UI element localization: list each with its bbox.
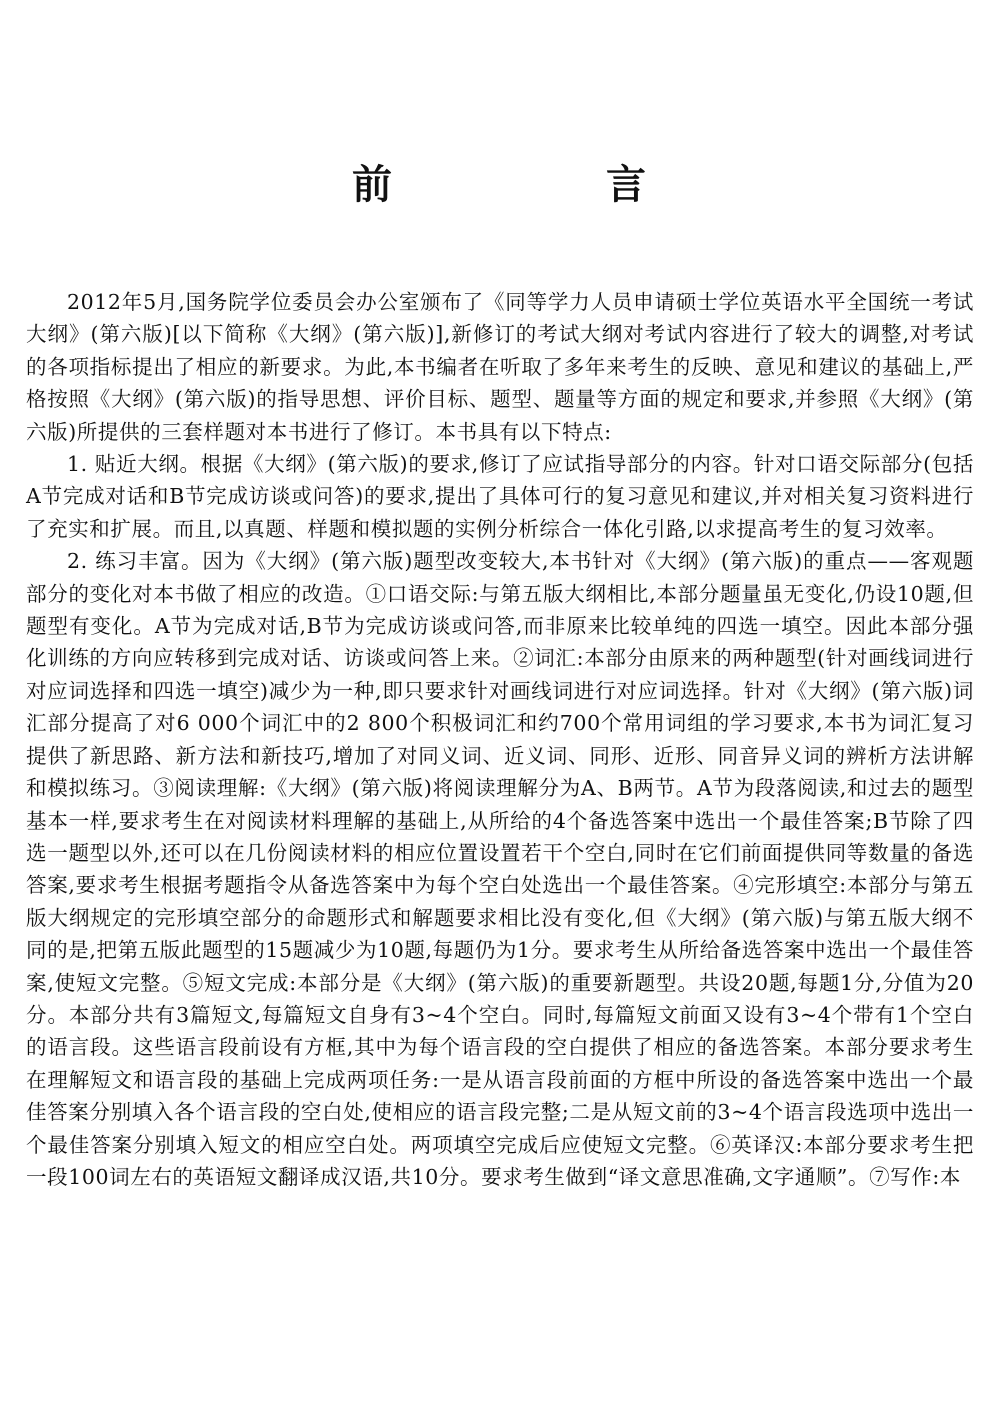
preface-body [26, 286, 974, 1193]
paragraph-point-1: 1. 贴近大纲。根据《大纲》(第六版)的要求,修订了应试指导部分的内容。针对口语交际部分(包括A节完成对话和B节完成访谈或问答)的要求,提出了具体可行的复习意见和建议,并对相关复习资料进行了充实和扩展。而且,以真题、样题和模拟题的实例分析综合一体化引路,以求提高考生的复习效率。 [26, 452, 974, 541]
paragraph-point-2: 2. 练习丰富。因为《大纲》(第六版)题型改变较大,本书针对《大纲》(第六版)的重点——客观题部分的变化对本书做了相应的改造。①口语交际:与第五版大纲相比,本部分题量虽无变化,仍设10题,但题型有变化。A节为完成对话,B节为完成访谈或问答,而非原来比较单纯的四选一填空。因此本部分强化训练的方向应转移到完成对话、访谈或问答上来。②词汇:本部分由原来的两种题型(针对画线词进行对应词选择和四选一填空)减少为一种,即只要求针对画线词进行对应词选择。针对《大纲》(第六版)词汇部分提高了对6 000个词汇中的2 800个积极词汇和约700个常用词组的学习要求,本书为词汇复习提供了新思路、新方法和新技巧,增加了对同义词、近义词、同形、近形、同音异义词的辨析方法讲解和模拟练习。③阅读理解:《大纲》(第六版)将阅读理解分为A、B两节。A节为段落阅读,和过去的题型基本一样,要求考生在对阅读材料理解的基础上,从所给的4个备选答案中选出一个最佳答案;B节除了四选一题型以外,还可以在几份阅读材料的相应位置设置若干个空白,同时在它们前面提供同等数量的备选答案,要求考生根据考题指令从备选答案中为每个空白处选出一个最佳答案。④完形填空:本部分与第五版大纲规定的完形填空部分的命题形式和解题要求相比没有变化,但《大纲》(第六版)与第五版大纲不同的是,把第五版此题型的15题减少为10题,每题仍为1分。要求考生从所给备选答案中选出一个最佳答案,使短文完整。⑤短文完成:本部分是《大纲》(第六版)的重要新题型。共设20题,每题1分,分值为20分。本部分共有3篇短文,每篇短文自身有3~4个空白。同时,每篇短文前面又设有3~4个带有1个空白的语言段。这些语言段前设有方框,其中为每个语言段的空白提供了相应的备选答案。本部分要求考生在理解短文和语言段的基础上完成两项任务:一是从语言段前面的方框中所设的备选答案中选出一个最佳答案分别填入各个语言段的空白处,使相应的语言段完整;二是从短文前的3~4个语言段选项中选出一个最佳答案分别填入短文的相应空白处。两项填空完成后应使短文完整。⑥英译汉:本部分要求考生把一段100词左右的英语短文翻译成汉语,共10分。要求考生做到“译文意思准确,文字通顺”。⑦写作:本 [26, 549, 974, 1189]
paragraph-intro: 2012年5月,国务院学位委员会办公室颁布了《同等学力人员申请硕士学位英语水平全国统一考试大纲》(第六版)[以下简称《大纲》(第六版)],新修订的考试大纲对考试内容进行了较大的调整,对考试的各项指标提出了相应的新要求。为此,本书编者在听取了多年来考生的反映、意见和建议的基础上,严格按照《大纲》(第六版)的指导思想、评价目标、题型、题量等方面的规定和要求,并参照《大纲》(第六版)所提供的三套样题对本书进行了修订。本书具有以下特点: [26, 290, 974, 444]
page-title: 前 言 [352, 162, 746, 208]
